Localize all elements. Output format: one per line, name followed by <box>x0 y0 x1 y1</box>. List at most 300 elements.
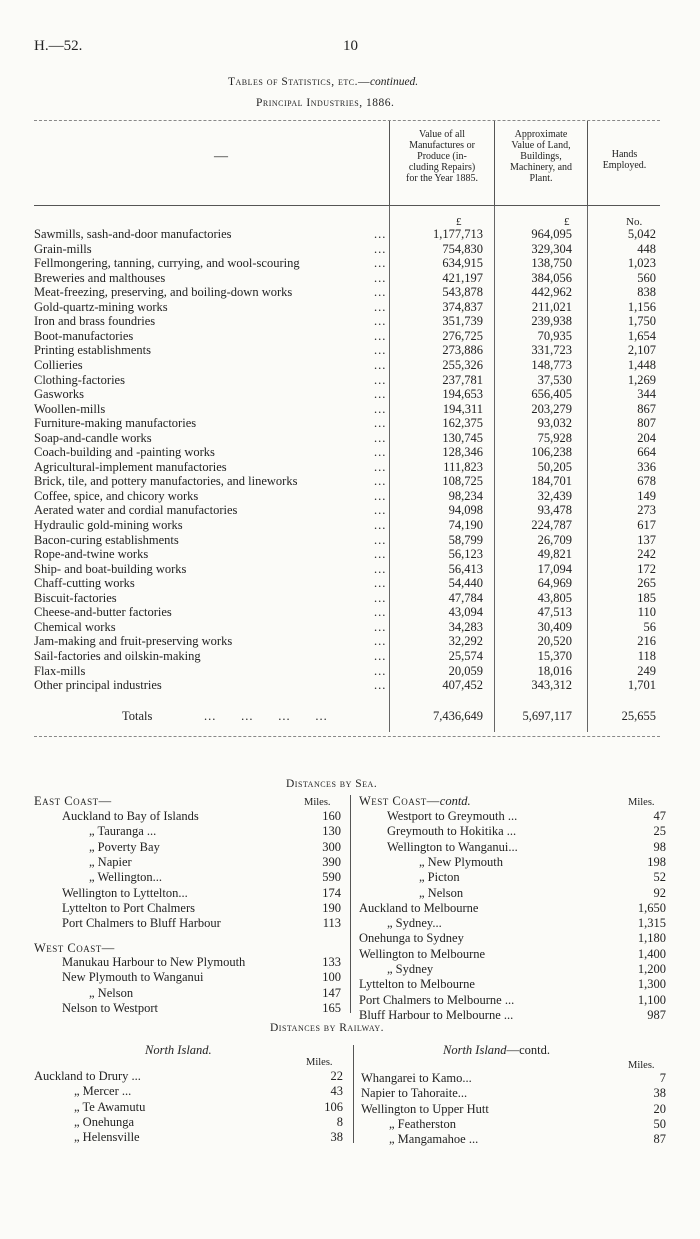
leader-dots: ... <box>374 227 387 241</box>
tables-title <box>228 76 418 88</box>
industry-land: 26,709 <box>537 532 572 547</box>
header-col-hands-line: Employed. <box>602 160 647 171</box>
industry-hands: 1,156 <box>627 299 656 314</box>
industry-hands: 617 <box>637 518 656 532</box>
header-col-land-line: Approximate <box>514 129 568 140</box>
industry-name: Ship- and boat-building works <box>34 561 187 576</box>
railway-divider <box>353 1045 354 1143</box>
industry-land: 93,032 <box>537 416 572 431</box>
industry-value: 374,837 <box>442 299 483 314</box>
leader-dots: ... <box>374 561 387 576</box>
industry-land: 384,056 <box>531 270 572 285</box>
distance-miles: 590 <box>322 870 341 885</box>
industry-hands: 678 <box>637 474 656 489</box>
industry-name: Clothing-factories <box>34 372 125 387</box>
industry-land: 211,021 <box>531 299 572 314</box>
industry-land: 18,016 <box>537 663 572 678</box>
distance-route: „ Mangamahoe ... <box>389 1132 479 1147</box>
industry-value: 56,123 <box>448 547 483 562</box>
distance-miles: 8 <box>336 1114 343 1129</box>
distance-route: Onehunga to Sydney <box>359 931 464 946</box>
industry-value: 34,283 <box>448 619 483 634</box>
leader-dots: ... <box>374 299 387 314</box>
distance-miles: 1,100 <box>637 992 666 1007</box>
industry-hands: 1,269 <box>627 372 656 387</box>
distance-miles: 198 <box>647 854 666 869</box>
industry-name: Fellmongering, tanning, currying, and wool-scouring <box>34 256 300 271</box>
industry-land: 964,095 <box>531 227 572 241</box>
table-row <box>34 300 660 314</box>
distance-miles: 98 <box>653 839 666 854</box>
distance-route: „ Wellington... <box>89 870 163 885</box>
distance-miles: 20 <box>653 1101 666 1116</box>
distance-miles: 165 <box>322 1000 341 1015</box>
distance-route: Whangarei to Kamo... <box>361 1071 472 1085</box>
industry-hands: 5,042 <box>627 227 656 241</box>
leader-dots: ... <box>374 387 387 402</box>
industry-name: Gold-quartz-mining works <box>34 299 168 314</box>
distance-route: Bluff Harbour to Melbourne ... <box>359 1007 514 1022</box>
distance-miles: 1,400 <box>637 946 666 961</box>
industry-name: Sail-factories and oilskin-making <box>34 648 201 663</box>
distance-route: Greymouth to Hokitika ... <box>387 824 517 839</box>
distance-miles: 1,650 <box>637 900 666 915</box>
industry-name: Coach-building and -painting works <box>34 445 215 460</box>
unit-hands: No. <box>626 216 643 228</box>
north-island-heading: North Island. <box>145 1043 212 1057</box>
distance-miles: 106 <box>324 1099 343 1114</box>
table-row <box>34 562 660 576</box>
leader-dots: ... <box>374 343 387 358</box>
leader-dots: ... <box>374 430 387 445</box>
header-col-land-line: Plant. <box>529 173 553 184</box>
industry-land: 343,312 <box>531 678 572 693</box>
table-row <box>34 242 660 256</box>
west-coast-contd-heading <box>359 794 471 809</box>
distance-route: New Plymouth to Wanganui <box>62 970 204 985</box>
leader-dots: ... <box>374 547 387 562</box>
industry-hands: 137 <box>637 532 656 547</box>
industry-value: 1,177,713 <box>433 227 483 241</box>
industry-value: 56,413 <box>448 561 483 576</box>
table-row <box>34 358 660 372</box>
leader-dots: ... <box>374 605 387 620</box>
distance-miles: 43 <box>330 1084 343 1099</box>
industry-value: 273,886 <box>442 343 483 358</box>
industry-name: Breweries and malthouses <box>34 270 166 285</box>
table-row <box>34 518 660 532</box>
distance-miles: 1,200 <box>637 962 666 976</box>
header-col-value-line: cluding Repairs) <box>408 162 476 173</box>
distance-route: Lyttelton to Melbourne <box>359 977 475 992</box>
industry-land: 184,701 <box>531 474 572 489</box>
industry-land: 224,787 <box>531 518 572 532</box>
industry-hands: 344 <box>637 387 656 402</box>
distance-route: Napier to Tahoraite... <box>361 1086 468 1101</box>
industry-land: 30,409 <box>537 619 572 634</box>
distance-route: Wellington to Melbourne <box>359 946 486 961</box>
industry-land: 15,370 <box>537 648 572 663</box>
industry-land: 106,238 <box>531 445 572 460</box>
distance-miles: 52 <box>653 870 666 885</box>
distance-miles: 1,300 <box>637 977 666 992</box>
header-col-land-line: Machinery, and <box>509 162 573 173</box>
industry-value: 128,346 <box>442 445 483 460</box>
table-row <box>34 664 660 678</box>
distance-miles: 113 <box>322 916 341 931</box>
distance-route: Auckland to Drury ... <box>34 1069 141 1083</box>
table-row <box>34 634 660 648</box>
totals-hands: 25,655 <box>621 709 656 723</box>
industry-hands: 172 <box>637 561 656 576</box>
industry-value: 25,574 <box>448 648 483 663</box>
industry-name: Bacon-curing establishments <box>34 532 179 547</box>
distance-miles: 92 <box>653 885 666 900</box>
sea-divider <box>350 795 351 1013</box>
distance-miles: 174 <box>322 885 341 900</box>
header-col-land-line: Buildings, <box>520 151 562 162</box>
distance-miles: 50 <box>653 1116 666 1131</box>
industry-land: 656,405 <box>531 387 572 402</box>
distance-route: Auckland to Bay of Islands <box>62 809 199 823</box>
distance-route: „ Te Awamutu <box>74 1099 146 1114</box>
industry-value: 20,059 <box>448 663 483 678</box>
distance-route: Wellington to Wanganui... <box>387 839 518 854</box>
leader-dots: ... <box>374 576 387 591</box>
header-col-value-line: for the Year 1885. <box>406 173 478 184</box>
distance-miles: 160 <box>322 809 341 823</box>
industry-value: 130,745 <box>442 430 483 445</box>
distance-miles: 87 <box>653 1132 666 1147</box>
table-row <box>34 474 660 488</box>
industry-name: Rope-and-twine works <box>34 547 149 562</box>
industry-value: 32,292 <box>448 634 483 649</box>
distance-route: Wellington to Lyttelton... <box>62 885 188 900</box>
leader-dots: ... <box>374 328 387 343</box>
header-col-value <box>389 121 494 205</box>
distance-miles: 7 <box>659 1071 666 1085</box>
header-col-land <box>494 121 587 205</box>
distance-miles: 100 <box>322 970 341 985</box>
leader-dots: ... <box>374 648 387 663</box>
industry-name: Furniture-making manufactories <box>34 416 197 431</box>
industry-name: Printing establishments <box>34 343 152 358</box>
industry-value: 276,725 <box>442 328 483 343</box>
north-island-contd-heading <box>443 1043 550 1058</box>
industry-land: 239,938 <box>531 314 572 329</box>
industry-land: 47,513 <box>537 605 572 620</box>
leader-dots: ... <box>374 619 387 634</box>
industry-value: 74,190 <box>448 518 483 532</box>
table-row <box>34 285 660 299</box>
industries-table <box>34 120 660 737</box>
industry-value: 634,915 <box>442 256 483 271</box>
industry-name: Woollen-mills <box>34 401 106 416</box>
header-col-hands <box>587 121 661 205</box>
industry-land: 17,094 <box>537 561 572 576</box>
table-row <box>34 343 660 357</box>
distance-route: „ Sydney <box>387 962 434 976</box>
distance-miles: 130 <box>322 824 341 839</box>
industry-value: 111,823 <box>443 459 483 474</box>
industry-name: Meat-freezing, preserving, and boiling-down works <box>34 285 293 300</box>
industry-hands: 242 <box>637 547 656 562</box>
west-coast-contd-label: West Coast— <box>359 794 440 808</box>
distance-miles: 47 <box>653 809 666 823</box>
table-row <box>34 431 660 445</box>
industry-land: 75,928 <box>537 430 572 445</box>
totals-row <box>34 709 660 723</box>
leader-dots: ... <box>374 285 387 300</box>
west-coast-heading: West Coast— <box>34 941 115 955</box>
distance-route: „ Tauranga ... <box>89 824 157 839</box>
industry-land: 148,773 <box>531 357 572 372</box>
tables-title-contd: continued. <box>369 76 419 88</box>
table-row <box>34 533 660 547</box>
industry-hands: 2,107 <box>627 343 656 358</box>
totals-land: 5,697,117 <box>522 709 572 723</box>
totals-label: Totals <box>122 709 153 723</box>
distance-route: Lyttelton to Port Chalmers <box>62 900 195 915</box>
distance-miles: 987 <box>647 1007 666 1022</box>
industry-hands: 273 <box>637 503 656 518</box>
industry-land: 203,279 <box>531 401 572 416</box>
page-reference: H.—52. <box>34 38 83 54</box>
distance-miles: 147 <box>322 985 341 1000</box>
north-island-contd-suffix: —contd. <box>506 1043 550 1057</box>
industry-name: Collieries <box>34 357 83 372</box>
industry-value: 421,197 <box>442 270 483 285</box>
header-col-value-line: Value of all <box>418 129 466 140</box>
table-row <box>34 460 660 474</box>
leader-dots: ... <box>374 488 387 503</box>
table-row <box>34 620 660 634</box>
industry-name: Chemical works <box>34 619 116 634</box>
miles-label: Miles. <box>628 1060 655 1071</box>
leader-dots: ... <box>374 357 387 372</box>
industry-name: Coffee, spice, and chicory works <box>34 488 199 503</box>
distance-miles: 1,180 <box>637 931 666 946</box>
industry-land: 138,750 <box>531 256 572 271</box>
distance-route: Wellington to Upper Hutt <box>361 1101 489 1116</box>
industry-value: 351,739 <box>442 314 483 329</box>
distance-route: Port Chalmers to Bluff Harbour <box>62 916 221 931</box>
sea-title: Distances by Sea. <box>286 778 378 790</box>
industry-hands: 1,654 <box>627 328 656 343</box>
table-row <box>34 547 660 561</box>
distance-miles: 38 <box>653 1086 666 1101</box>
industry-land: 20,520 <box>537 634 572 649</box>
table-row <box>34 373 660 387</box>
leader-dots: ... <box>374 503 387 518</box>
header-dash: — <box>214 149 228 164</box>
leader-dots: ... <box>374 416 387 431</box>
distance-route: „ Onehunga <box>74 1114 135 1129</box>
unit-value: £ <box>456 216 462 228</box>
industry-name: Cheese-and-butter factories <box>34 605 172 620</box>
industry-hands: 664 <box>637 445 656 460</box>
industry-hands: 1,448 <box>627 357 656 372</box>
distance-route: „ Nelson <box>89 985 134 1000</box>
industry-name: Hydraulic gold-mining works <box>34 518 183 532</box>
industry-name: Grain-mills <box>34 241 92 256</box>
industry-name: Soap-and-candle works <box>34 430 152 445</box>
table-row <box>34 271 660 285</box>
table-row <box>34 329 660 343</box>
industry-value: 162,375 <box>442 416 483 431</box>
distance-miles: 1,315 <box>637 916 666 931</box>
industry-hands: 1,750 <box>627 314 656 329</box>
north-island-contd-label: North Island <box>443 1043 507 1057</box>
table-row <box>34 402 660 416</box>
totals-value: 7,436,649 <box>433 709 483 723</box>
industry-hands: 204 <box>637 430 656 445</box>
industry-hands: 118 <box>637 648 656 663</box>
leader-dots: ... <box>374 518 387 532</box>
industry-land: 64,969 <box>537 576 572 591</box>
industry-name: Other principal industries <box>34 678 162 693</box>
industry-value: 754,830 <box>442 241 483 256</box>
leader-dots: ... <box>374 270 387 285</box>
industry-name: Boot-manufactories <box>34 328 134 343</box>
east-coast-heading: East Coast— <box>34 794 112 808</box>
industry-hands: 265 <box>637 576 656 591</box>
west-coast-contd-suffix: contd. <box>439 794 471 808</box>
industry-hands: 216 <box>637 634 656 649</box>
table-row <box>34 416 660 430</box>
distance-route: Port Chalmers to Melbourne ... <box>359 992 515 1007</box>
industry-land: 49,821 <box>537 547 572 562</box>
distance-miles: 390 <box>322 854 341 869</box>
tables-title-main: Tables of Statistics, etc.— <box>228 76 370 88</box>
industry-value: 58,799 <box>448 532 483 547</box>
page-number: 10 <box>343 38 358 54</box>
header-col-land-line: Value of Land, <box>511 140 571 151</box>
distance-route: Manukau Harbour to New Plymouth <box>62 955 246 969</box>
industry-hands: 185 <box>637 590 656 605</box>
industry-value: 194,653 <box>442 387 483 402</box>
distance-miles: 25 <box>653 824 666 839</box>
industry-hands: 560 <box>637 270 656 285</box>
industry-value: 407,452 <box>442 678 483 693</box>
industry-name: Aerated water and cordial manufactories <box>34 503 238 518</box>
distance-route: „ Poverty Bay <box>89 839 160 854</box>
table-row <box>34 489 660 503</box>
leader-dots: ... <box>374 532 387 547</box>
industry-name: Sawmills, sash-and-door manufactories <box>34 227 232 241</box>
industry-hands: 249 <box>637 663 656 678</box>
table-row <box>34 387 660 401</box>
table-row <box>34 576 660 590</box>
distance-route: „ Mercer ... <box>74 1084 132 1099</box>
table-row <box>34 445 660 459</box>
table-body <box>34 205 660 736</box>
unit-land: £ <box>564 216 570 228</box>
industry-value: 237,781 <box>442 372 483 387</box>
industry-name: Jam-making and fruit-preserving works <box>34 634 233 649</box>
table-row <box>34 605 660 619</box>
industry-hands: 448 <box>637 241 656 256</box>
miles-label: Miles. <box>306 1057 333 1068</box>
industry-hands: 807 <box>637 416 656 431</box>
distance-route: „ New Plymouth <box>419 854 504 869</box>
industry-land: 93,478 <box>537 503 572 518</box>
distance-route: „ Picton <box>419 870 460 885</box>
industry-name: Gasworks <box>34 387 84 402</box>
leader-dots: ... <box>374 445 387 460</box>
leader-dots: ... <box>374 678 387 693</box>
distance-route: „ Helensville <box>74 1130 140 1145</box>
industry-value: 47,784 <box>448 590 483 605</box>
leader-dots: ... <box>374 256 387 271</box>
industry-hands: 56 <box>643 619 656 634</box>
table-row <box>34 227 660 241</box>
table-row <box>34 503 660 517</box>
distance-route: „ Nelson <box>419 885 464 900</box>
industry-hands: 336 <box>637 459 656 474</box>
distance-miles: 38 <box>330 1130 343 1145</box>
industry-hands: 1,023 <box>627 256 656 271</box>
leader-dots: ... <box>374 663 387 678</box>
industry-value: 94,098 <box>448 503 483 518</box>
distance-route: Westport to Greymouth ... <box>387 809 518 823</box>
industry-name: Brick, tile, and pottery manufactories, and lineworks <box>34 474 298 489</box>
industry-name: Chaff-cutting works <box>34 576 135 591</box>
leader-dots: ... <box>374 590 387 605</box>
industry-land: 442,962 <box>531 285 572 300</box>
industry-land: 32,439 <box>537 488 572 503</box>
industry-land: 37,530 <box>537 372 572 387</box>
industry-land: 329,304 <box>531 241 572 256</box>
industry-hands: 838 <box>637 285 656 300</box>
industry-value: 255,326 <box>442 357 483 372</box>
table-row <box>34 314 660 328</box>
table-row <box>34 591 660 605</box>
distance-route: „ Napier <box>89 854 132 869</box>
distance-miles: 300 <box>322 839 341 854</box>
leader-dots: ... <box>374 459 387 474</box>
table-header <box>34 121 660 205</box>
industry-name: Iron and brass foundries <box>34 314 156 329</box>
header-col-hands-line: Hands <box>611 149 638 160</box>
distance-miles: 22 <box>330 1069 343 1083</box>
leader-dots: ... <box>374 241 387 256</box>
industry-name: Biscuit-factories <box>34 590 117 605</box>
industry-land: 331,723 <box>531 343 572 358</box>
leader-dots: ... <box>374 372 387 387</box>
industry-hands: 110 <box>637 605 656 620</box>
distance-route: „ Sydney... <box>387 916 442 931</box>
industry-name: Flax-mills <box>34 663 86 678</box>
industry-land: 43,805 <box>537 590 572 605</box>
table-row <box>34 678 660 692</box>
header-col-value-line: Manufactures or <box>409 140 475 151</box>
distance-route: Auckland to Melbourne <box>359 900 479 915</box>
distance-miles: 133 <box>322 955 341 969</box>
leader-dots: ... <box>374 474 387 489</box>
industry-hands: 1,701 <box>627 678 656 693</box>
table-row <box>34 256 660 270</box>
industry-value: 98,234 <box>448 488 483 503</box>
industry-value: 194,311 <box>442 401 483 416</box>
distance-miles: 190 <box>322 900 341 915</box>
industry-value: 543,878 <box>442 285 483 300</box>
industry-land: 50,205 <box>537 459 572 474</box>
table-row <box>34 649 660 663</box>
railway-title: Distances by Railway. <box>270 1022 385 1034</box>
leader-dots: ... <box>374 314 387 329</box>
leader-dots: ... <box>374 634 387 649</box>
